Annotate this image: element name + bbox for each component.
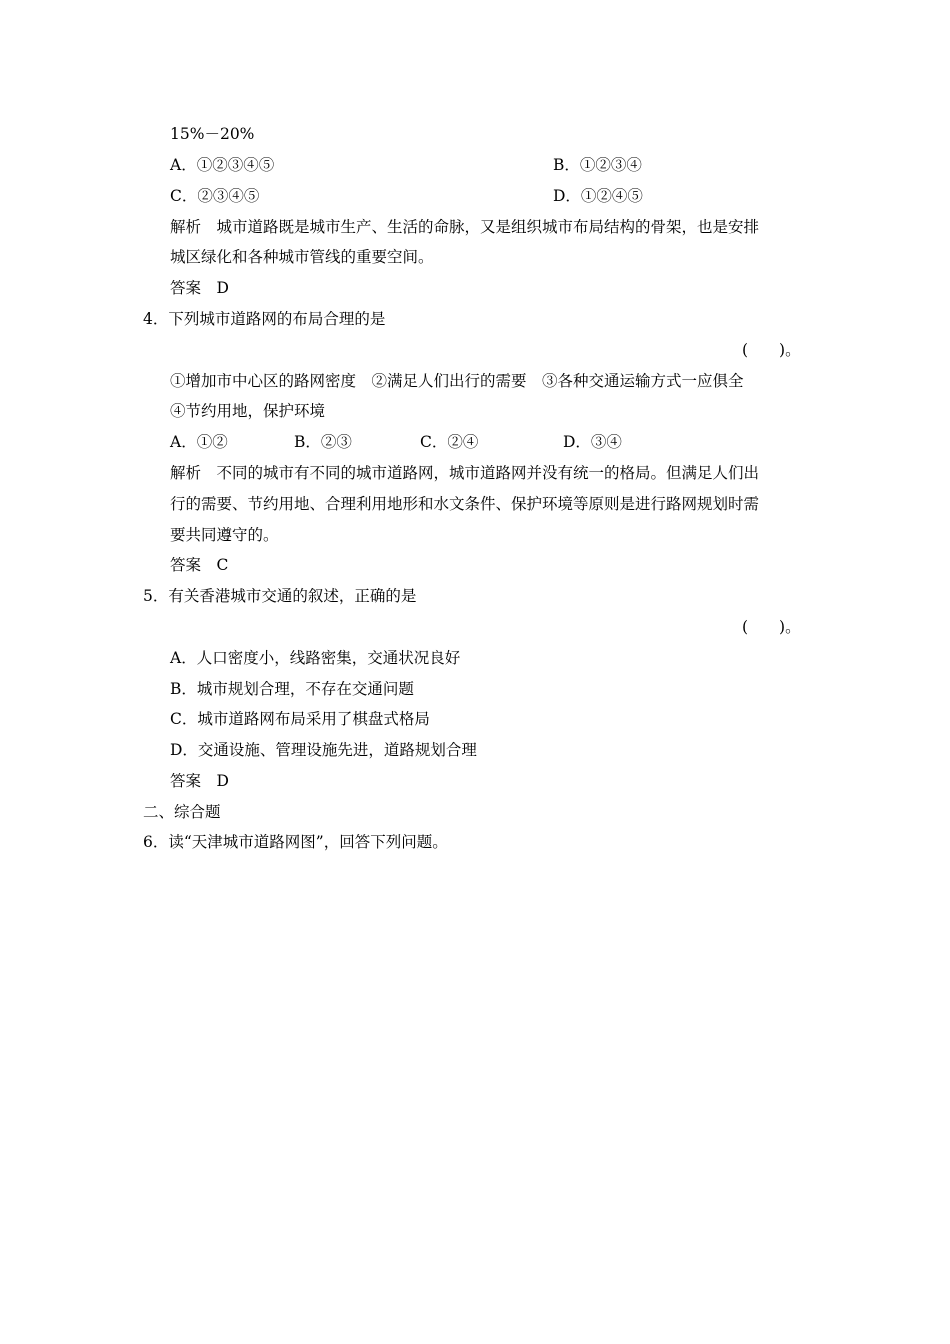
q4-items-line-1: ①增加市中心区的路网密度 ②满足人们出行的需要 ③各种交通运输方式一应俱全 — [170, 372, 744, 390]
q3-option-e-tail: 15%－20% — [170, 125, 255, 143]
q4-items-line-2: ④节约用地，保护环境 — [170, 402, 326, 420]
q5-answer-blank: ( )。 — [742, 618, 801, 636]
q3-option-b: B．①②③④ — [553, 156, 642, 174]
q5-option-d: D．交通设施、管理设施先进，道路规划合理 — [170, 741, 477, 759]
q4-answer: 答案 C — [170, 556, 229, 574]
q4-stem: 4．下列城市道路网的布局合理的是 — [143, 310, 386, 328]
q3-answer: 答案 D — [170, 279, 229, 297]
q5-option-b: B．城市规划合理，不存在交通问题 — [170, 680, 414, 698]
q4-answer-blank: ( )。 — [742, 341, 801, 359]
q3-analysis-line-1: 解析 城市道路既是城市生产、生活的命脉，又是组织城市布局结构的骨架，也是安排 — [170, 218, 760, 236]
q4-analysis-line-1: 解析 不同的城市有不同的城市道路网，城市道路网并没有统一的格局。但满足人们出 — [170, 464, 760, 482]
q3-option-d: D．①②④⑤ — [553, 187, 643, 205]
q4-option-b: B．②③ — [294, 433, 352, 451]
q3-option-c: C．②③④⑤ — [170, 187, 260, 205]
q4-option-d: D．③④ — [563, 433, 622, 451]
section-2-title: 二、综合题 — [143, 803, 221, 821]
q5-option-a: A．人口密度小，线路密集，交通状况良好 — [170, 649, 461, 667]
q4-option-a: A．①② — [170, 433, 228, 451]
q6-stem: 6．读“天津城市道路网图”，回答下列问题。 — [143, 833, 448, 851]
q4-analysis-line-3: 要共同遵守的。 — [170, 526, 279, 544]
q3-analysis-line-2: 城区绿化和各种城市管线的重要空间。 — [170, 248, 434, 266]
q5-stem: 5．有关香港城市交通的叙述，正确的是 — [143, 587, 417, 605]
q5-option-c: C．城市道路网布局采用了棋盘式格局 — [170, 710, 430, 728]
q4-option-c: C．②④ — [420, 433, 479, 451]
q4-analysis-line-2: 行的需要、节约用地、合理利用地形和水文条件、保护环境等原则是进行路网规划时需 — [170, 495, 760, 513]
q5-answer: 答案 D — [170, 772, 229, 790]
q3-option-a: A．①②③④⑤ — [170, 156, 275, 174]
